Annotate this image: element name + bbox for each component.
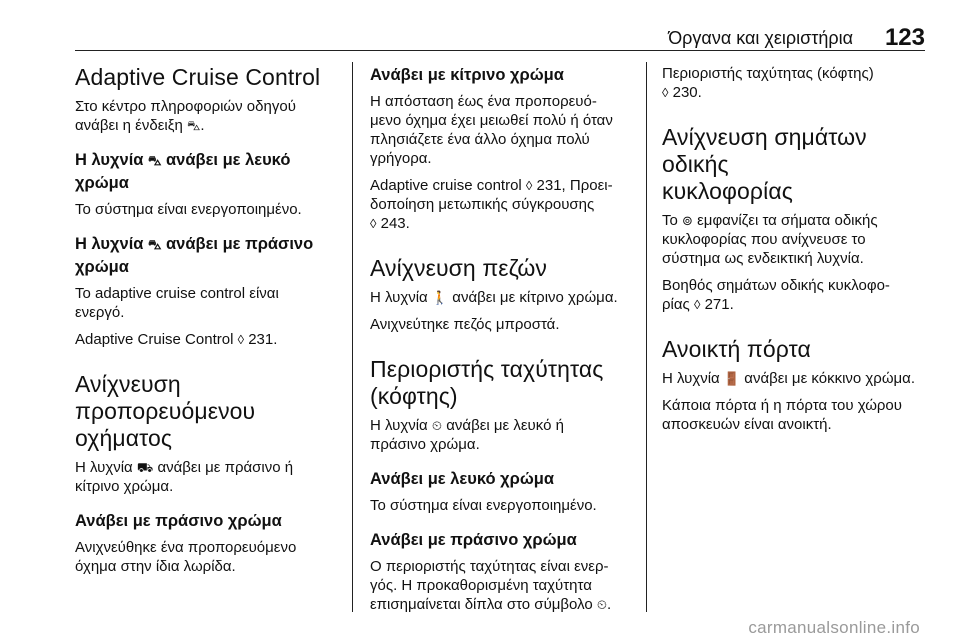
column-2 (370, 64, 635, 622)
speed-limiter-text: Η λυχνία ⏲ ανάβει με λευκό ή πράσινο χρώμα. (370, 417, 564, 453)
vehicle-green-text: Ανιχνεύθηκε ένα προπορευόμενο όχημα στην ίδια λωρίδα. (75, 539, 297, 575)
open-door-text: Η λυχνία 🚪 ανάβει με κόκκινο χρώμα. (662, 370, 916, 387)
pedestrian-text: Η λυχνία 🚶 ανάβει με κίτρινο χρώμα. (370, 289, 618, 306)
page-reference-arrow: ◊ (693, 297, 701, 312)
open-door-text-2: Κάποια πόρτα ή η πόρτα του χώρου αποσκευών είναι ανοικτή. (662, 397, 902, 433)
vehicle-yellow-text: Η απόσταση έως ένα προπορευό- μενο όχημα έχει μειωθεί πολύ ή όταν πλησιάζετε ένα άλλο όχημα πολύ γρήγορα. (370, 93, 613, 167)
limiter-reference: Περιοριστής ταχύτητας (κόφτης) ◊ 230. (662, 65, 874, 101)
traffic-sign-reference: Βοηθός σημάτων οδικής κυκλοφο- ρίας ◊ 271. (662, 277, 890, 313)
heading-limiter-white: Ανάβει με λευκό χρώμα (370, 470, 555, 488)
traffic-sign-text: Το ⊚ εμφανίζει τα σήματα οδικής κυκλοφορίας που ανίχνευσε το σύστημα ως ενδεικτική λυχνία. (662, 212, 878, 267)
heading-vehicle-yellow: Ανάβει με κίτρινο χρώμα (370, 66, 564, 84)
pedestrian-text-2: Ανιχνεύτηκε πεζός μπροστά. (370, 316, 560, 333)
page-reference-arrow: ◊ (237, 332, 245, 347)
section-title: Όργανα και χειριστήρια (668, 28, 853, 48)
heading-limiter-green: Ανάβει με πράσινο χρώμα (370, 531, 577, 549)
traffic-sign-icon: ⊚ (682, 213, 693, 228)
limiter-green-text: Ο περιοριστής ταχύτητας είναι ενερ- γός. Η προκαθορισμένη ταχύτητα επισημαίνεται δίπλα στο σύμβολο ⏲. (370, 558, 612, 613)
heading-open-door: Ανοικτή πόρτα (662, 336, 811, 362)
pedestrian-icon: 🚶 (431, 290, 449, 305)
limiter-white-text: Το σύστημα είναι ενεργοποιημένο. (370, 497, 597, 514)
heading-vehicle-green: Ανάβει με πράσινο χρώμα (75, 512, 282, 530)
column-1 (75, 64, 350, 584)
vehicle-reference: Adaptive cruise control ◊ 231, Προει- δοποίηση μετωπικής σύγκρουσης ◊ 243. (370, 177, 613, 232)
vehicle-detection-text: Η λυχνία ⛟ ανάβει με πράσινο ή κίτρινο χρώμα. (75, 459, 294, 495)
open-door-icon: 🚪 (723, 371, 741, 386)
heading-speed-limiter: Περιοριστής ταχύτητας (κόφτης) (370, 356, 604, 409)
column-divider-2 (646, 62, 647, 612)
acc-white-text: Το σύστημα είναι ενεργοποιημένο. (75, 201, 302, 218)
column-3 (662, 64, 932, 442)
page-reference-arrow: ◊ (525, 178, 533, 193)
acc-green-text: Το adaptive cruise control είναι ενεργό. (75, 285, 279, 321)
acc-text: Στο κέντρο πληροφοριών οδηγού ανάβει η ένδειξη ⛍. (75, 98, 296, 134)
acc-reference: Adaptive Cruise Control ◊ 231. (75, 331, 278, 348)
acc-car-icon: ⛍ (148, 153, 162, 168)
heading-adaptive-cruise-control: Adaptive Cruise Control (75, 64, 321, 90)
column-divider-1 (352, 62, 353, 612)
page-reference-arrow: ◊ (370, 216, 377, 231)
watermark: carmanualsonline.info (748, 618, 920, 637)
page-header (75, 0, 925, 51)
acc-car-icon: ⛍ (186, 118, 201, 133)
heading-acc-white: Η λυχνία ⛍ ανάβει με λευκό χρώμα (75, 151, 291, 192)
acc-car-icon: ⛍ (148, 237, 162, 252)
page-number: 123 (884, 24, 925, 51)
heading-traffic-sign-detection: Ανίχνευση σημάτων οδικής κυκλοφορίας (662, 124, 867, 204)
page-reference-arrow: ◊ (662, 85, 669, 100)
heading-acc-green: Η λυχνία ⛍ ανάβει με πράσινο χρώμα (75, 235, 314, 276)
vehicle-ahead-icon: ⛟ (136, 460, 154, 475)
speed-limiter-icon: ⏲ (596, 597, 608, 612)
speed-limiter-icon: ⏲ (431, 418, 443, 433)
heading-vehicle-detection: Ανίχνευση προπορευόμενου οχήματος (75, 371, 256, 451)
heading-pedestrian-detection: Ανίχνευση πεζών (370, 255, 547, 281)
